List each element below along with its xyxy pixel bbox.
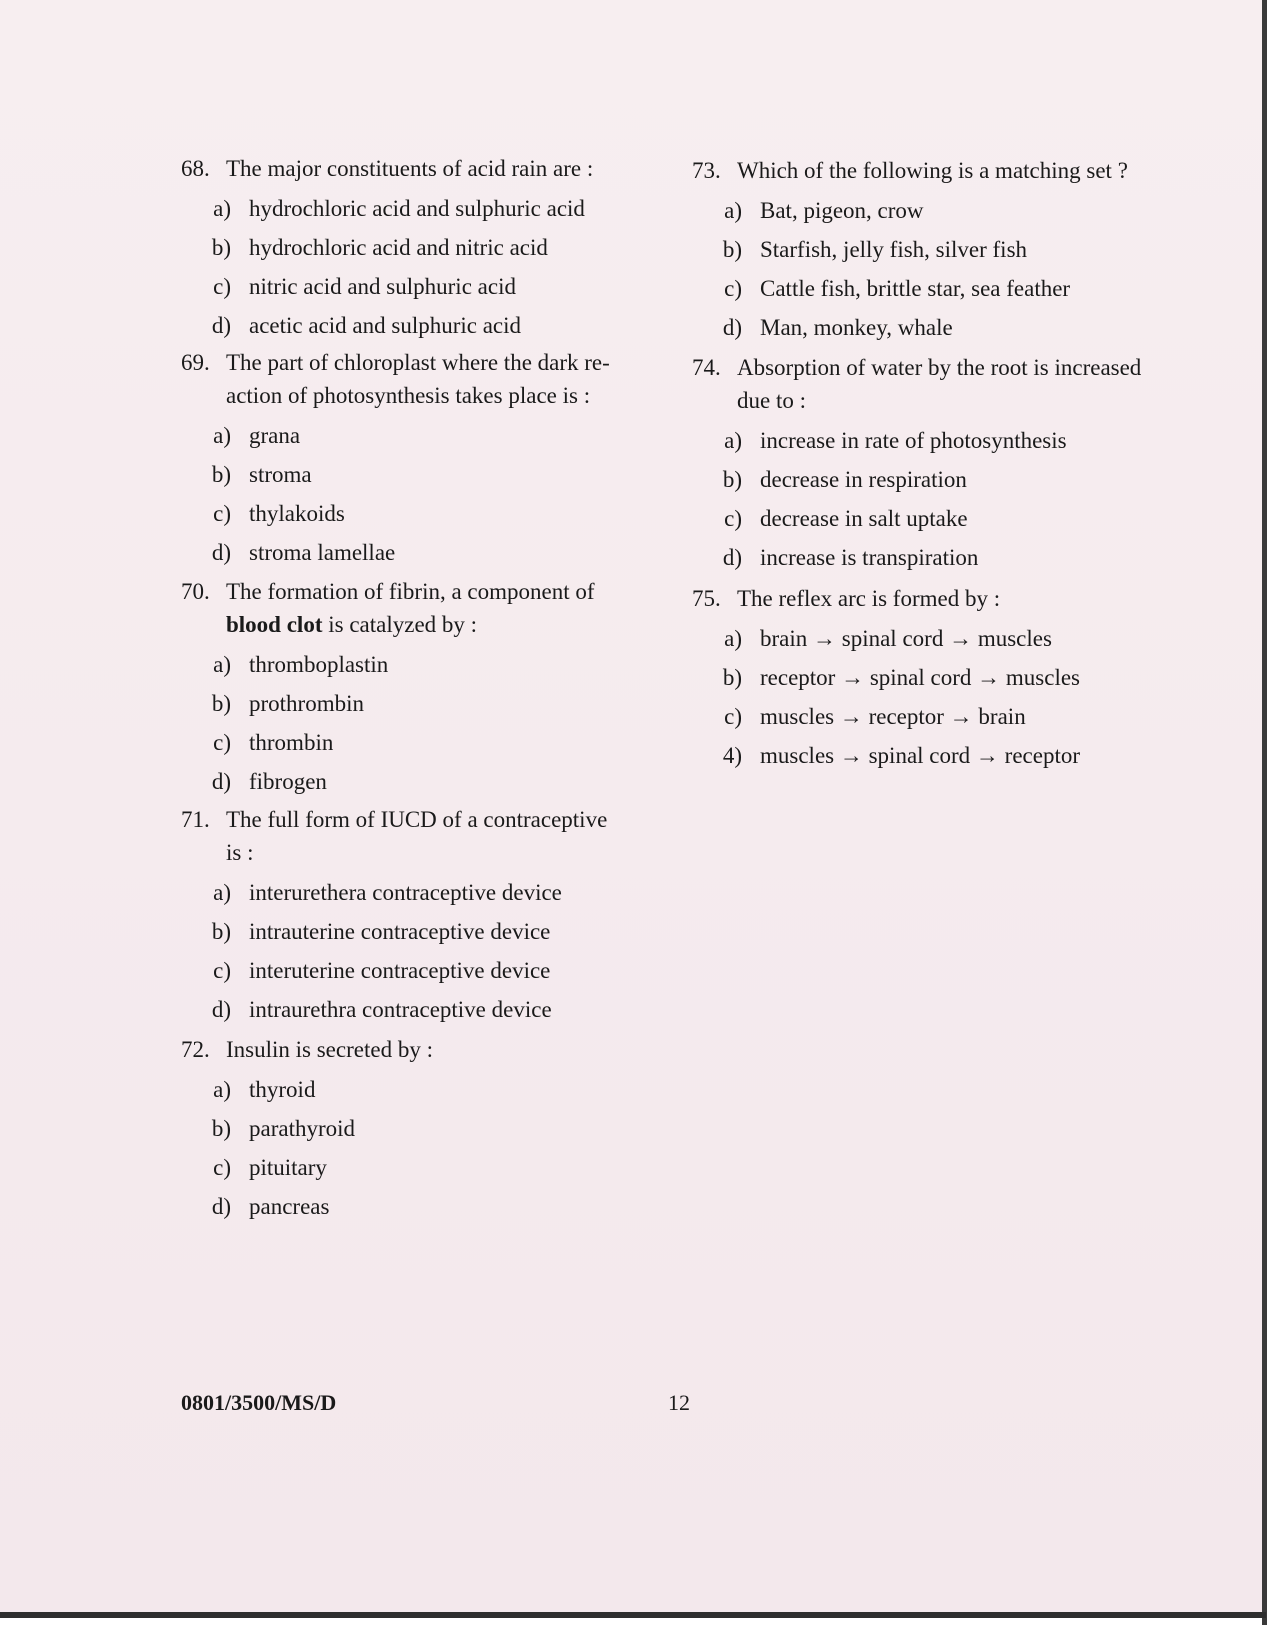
option-text: thylakoids	[249, 501, 345, 526]
option-text: stroma lamellae	[249, 540, 396, 565]
option-key: c)	[724, 276, 742, 301]
option-text: pancreas	[249, 1194, 330, 1219]
option-d	[181, 762, 641, 801]
option-b	[181, 455, 641, 494]
option-b	[692, 658, 1172, 697]
option-text: brain → spinal cord → muscles	[760, 626, 1052, 651]
question-text-line2: due to :	[737, 388, 806, 413]
option-d	[692, 308, 1172, 347]
option-key: d)	[211, 997, 231, 1022]
option-b	[692, 460, 1172, 499]
option-key: d)	[211, 540, 231, 565]
question-number: 74.	[692, 355, 721, 380]
page-edge-bottom	[0, 1612, 1266, 1618]
question-72	[181, 1033, 641, 1226]
question-text	[226, 575, 641, 641]
option-a	[181, 189, 641, 228]
question-text-bold: blood clot	[226, 612, 323, 637]
option-key: b)	[211, 1116, 231, 1141]
option-key: a)	[724, 428, 742, 453]
option-a	[181, 1070, 641, 1109]
option-c	[181, 1148, 641, 1187]
option-text: Cattle fish, brittle star, sea feather	[760, 276, 1071, 301]
option-text: acetic acid and sulphuric acid	[249, 313, 522, 338]
option-text: muscles → spinal cord → receptor	[760, 743, 1080, 768]
question-number: 72.	[181, 1037, 210, 1062]
option-key: a)	[213, 423, 231, 448]
question-text: Insulin is secreted by :	[226, 1037, 433, 1062]
option-text: receptor → spinal cord → muscles	[760, 665, 1080, 690]
option-key: 4)	[722, 743, 742, 768]
option-a	[181, 416, 641, 455]
option-text: decrease in respiration	[760, 467, 967, 492]
option-d	[181, 533, 641, 572]
option-text: increase is transpiration	[760, 545, 979, 570]
option-text: decrease in salt uptake	[760, 506, 968, 531]
option-b	[692, 230, 1172, 269]
option-d	[181, 306, 641, 345]
option-key: c)	[213, 958, 231, 983]
option-key: b)	[211, 235, 231, 260]
option-text: hydrochloric acid and nitric acid	[249, 235, 548, 260]
option-key: a)	[213, 196, 231, 221]
option-text: intrauterine contraceptive device	[249, 919, 551, 944]
option-d	[692, 538, 1172, 577]
option-c	[692, 269, 1172, 308]
option-text: thromboplastin	[249, 652, 389, 677]
option-text: Starfish, jelly fish, silver fish	[760, 237, 1028, 262]
option-c	[181, 723, 641, 762]
option-text: thrombin	[249, 730, 334, 755]
option-text: interuterine contraceptive device	[249, 958, 551, 983]
option-key: d)	[722, 315, 742, 340]
option-b	[181, 228, 641, 267]
question-text-line1: The full form of IUCD of a contraceptive	[226, 807, 608, 832]
question-text	[226, 803, 641, 869]
page-number: 12	[668, 1390, 690, 1415]
option-key: c)	[724, 506, 742, 531]
option-b	[181, 1109, 641, 1148]
question-text-line1: The part of chloroplast where the dark re-	[226, 350, 610, 375]
option-text: increase in rate of photosynthesis	[760, 428, 1067, 453]
question-text: The major constituents of acid rain are :	[226, 156, 594, 181]
option-key: b)	[722, 237, 742, 262]
question-number: 71.	[181, 807, 210, 832]
option-key: b)	[211, 919, 231, 944]
option-a	[692, 421, 1172, 460]
question-text: Which of the following is a matching set ?	[737, 158, 1128, 183]
option-key: c)	[213, 730, 231, 755]
question-text-line2: is :	[226, 840, 254, 865]
option-text: muscles → receptor → brain	[760, 704, 1026, 729]
option-text: hydrochloric acid and sulphuric acid	[249, 196, 585, 221]
option-d	[181, 990, 641, 1029]
option-key: d)	[722, 545, 742, 570]
option-text: interurethera contraceptive device	[249, 880, 562, 905]
option-text: pituitary	[249, 1155, 327, 1180]
option-a	[692, 191, 1172, 230]
option-d	[181, 1187, 641, 1226]
question-73	[692, 154, 1172, 347]
option-key: b)	[722, 467, 742, 492]
question-text	[226, 346, 641, 412]
option-key: a)	[724, 626, 742, 651]
option-text: prothrombin	[249, 691, 364, 716]
option-key: c)	[213, 274, 231, 299]
option-key: b)	[722, 665, 742, 690]
question-text-line1: Absorption of water by the root is increased	[737, 355, 1142, 380]
page-edge-right	[1262, 0, 1267, 1625]
question-number: 70.	[181, 579, 210, 604]
question-69	[181, 346, 641, 572]
question-text	[737, 351, 1172, 417]
option-text: fibrogen	[249, 769, 327, 794]
question-text-line1: The formation of fibrin, a component of	[226, 579, 595, 604]
option-text: thyroid	[249, 1077, 316, 1102]
option-c	[181, 267, 641, 306]
option-text: intraurethra contraceptive device	[249, 997, 552, 1022]
option-key: c)	[213, 501, 231, 526]
option-text: parathyroid	[249, 1116, 356, 1141]
option-key: a)	[213, 880, 231, 905]
option-key: d)	[211, 769, 231, 794]
option-a	[692, 619, 1172, 658]
option-b	[181, 912, 641, 951]
question-70	[181, 575, 641, 801]
question-number: 69.	[181, 350, 210, 375]
question-text: The reflex arc is formed by :	[737, 586, 1001, 611]
option-c	[181, 494, 641, 533]
option-key: d)	[211, 313, 231, 338]
question-number: 68.	[181, 156, 210, 181]
option-text: grana	[249, 423, 301, 448]
option-key: a)	[213, 1077, 231, 1102]
question-number: 73.	[692, 158, 721, 183]
option-key: a)	[213, 652, 231, 677]
option-c	[181, 951, 641, 990]
option-a	[181, 645, 641, 684]
question-75	[692, 582, 1172, 775]
option-b	[181, 684, 641, 723]
question-74	[692, 351, 1172, 577]
option-text: nitric acid and sulphuric acid	[249, 274, 516, 299]
option-text: Bat, pigeon, crow	[760, 198, 924, 223]
option-c	[692, 697, 1172, 736]
option-a	[181, 873, 641, 912]
option-key: c)	[724, 704, 742, 729]
option-key: b)	[211, 691, 231, 716]
option-text: stroma	[249, 462, 312, 487]
option-c	[692, 499, 1172, 538]
paper-code: 0801/3500/MS/D	[181, 1390, 337, 1415]
question-text-line2: action of photosynthesis takes place is :	[226, 383, 591, 408]
question-71	[181, 803, 641, 1029]
option-key: c)	[213, 1155, 231, 1180]
option-key: a)	[724, 198, 742, 223]
question-text-rest: is catalyzed by :	[322, 612, 478, 637]
question-68	[181, 152, 641, 345]
question-number: 75.	[692, 586, 721, 611]
option-key: d)	[211, 1194, 231, 1219]
option-text: Man, monkey, whale	[760, 315, 953, 340]
option-key: b)	[211, 462, 231, 487]
option-4	[692, 736, 1172, 775]
